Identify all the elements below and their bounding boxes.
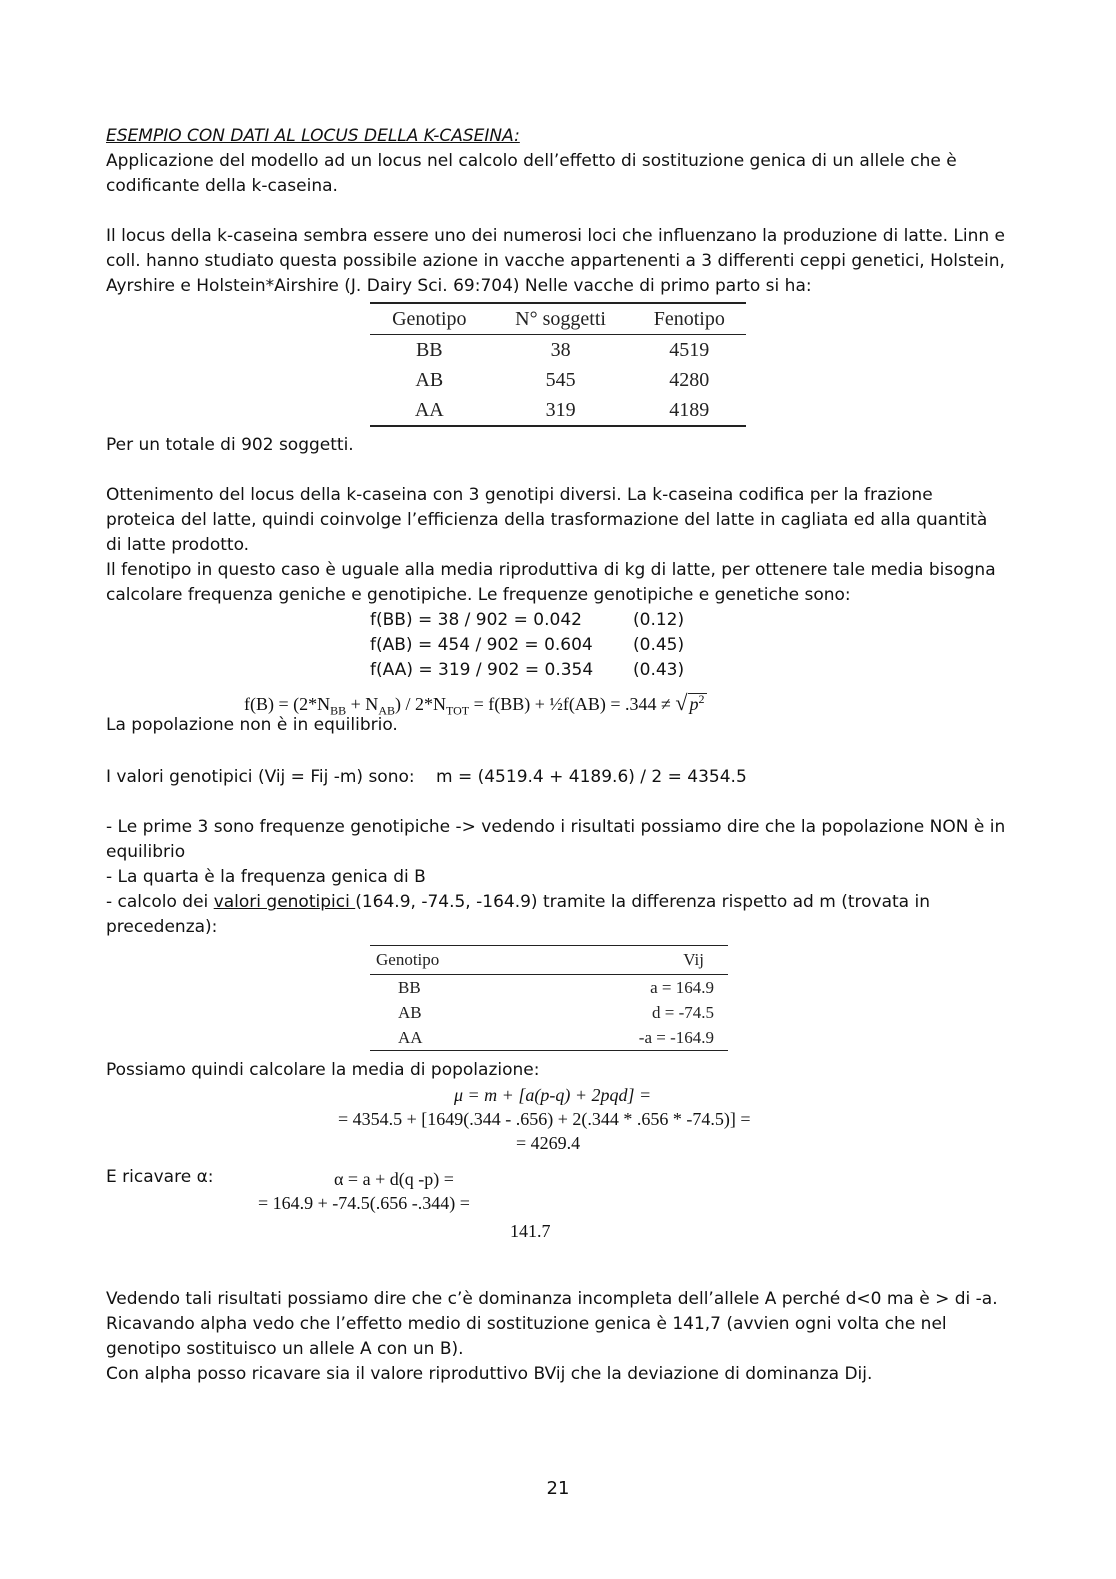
table-row bbox=[370, 365, 746, 395]
table1-header-genotipo: Genotipo bbox=[370, 303, 489, 335]
frequency-value: (0.43) bbox=[633, 660, 685, 680]
table-cell: AB bbox=[415, 368, 444, 391]
phenotype-paragraph: Il fenotipo in questo caso è uguale alla media riproduttiva di kg di latte, per ottenere tale media bisogna calcolare frequenza geniche e genotipiche. Le frequenze genotipiche e genetiche sono: bbox=[106, 560, 996, 605]
table-cell: AA bbox=[398, 1027, 423, 1047]
document-page bbox=[106, 124, 1006, 1387]
table-row bbox=[370, 1000, 728, 1025]
alpha-label: E ricavare α: bbox=[106, 1167, 214, 1187]
media-label: Possiamo quindi calcolare la media di popolazione: bbox=[106, 1060, 540, 1080]
table-row bbox=[370, 395, 746, 426]
table2-header-vij: Vij bbox=[527, 946, 728, 975]
list-item bbox=[106, 608, 1006, 633]
table-cell: 4189 bbox=[669, 398, 710, 421]
table2-header-genotipo: Genotipo bbox=[370, 946, 527, 975]
section-heading: ESEMPIO CON DATI AL LOCUS DELLA K-CASEINA: bbox=[106, 126, 520, 146]
sqrt-icon: √ bbox=[675, 690, 688, 715]
table-cell: 38 bbox=[550, 338, 571, 361]
conclusion-breeding-value: Con alpha posso ricavare sia il valore riproduttivo BVij che la deviazione di dominanza Dij. bbox=[106, 1364, 873, 1384]
mu-formula-1: μ = m + [a(p-q) + 2pqd] = bbox=[454, 1085, 652, 1105]
formula-sub: BB bbox=[330, 703, 347, 718]
formula-part: ) / 2*N bbox=[394, 694, 446, 714]
table-row bbox=[370, 975, 728, 1001]
vij-label: I valori genotipici (Vij = Fij -m) sono: bbox=[106, 767, 415, 787]
bullet-text: - calcolo dei bbox=[106, 892, 214, 912]
bullet-genotypic-frequencies: - Le prime 3 sono frequenze genotipiche -> vedendo i risultati possiamo dire che la popolazione NON è in equilibrio bbox=[106, 817, 1006, 862]
equilibrium-line: La popolazione non è in equilibrio. bbox=[106, 715, 398, 735]
table-cell: 319 bbox=[545, 398, 576, 421]
table-cell: -a = -164.9 bbox=[638, 1027, 714, 1047]
table-cell: AA bbox=[414, 398, 444, 421]
table-cell: AB bbox=[398, 1002, 422, 1022]
mu-formula-2: = 4354.5 + [1649(.344 - .656) + 2(.344 * .656 * -74.5)] = bbox=[338, 1109, 751, 1129]
bullet-text: (164.9, -74.5, -164.9) tramite la differenza rispetto ad m (trovata in precedenza): bbox=[106, 892, 930, 937]
table-cell: BB bbox=[398, 977, 421, 997]
frequency-list bbox=[106, 608, 1006, 683]
alpha-formula-3: 141.7 bbox=[510, 1221, 551, 1241]
frequency-formula: f(AA) = 319 / 902 = 0.354 bbox=[370, 660, 594, 680]
frequency-value: (0.45) bbox=[633, 635, 685, 655]
bullet-gene-frequency: - La quarta è la frequenza genica di B bbox=[106, 867, 426, 887]
formula-sup: 2 bbox=[698, 692, 705, 706]
table-cell: 4280 bbox=[669, 368, 710, 391]
list-item bbox=[106, 633, 1006, 658]
formula-part: = f(BB) + ½f(AB) = .344 ≠ bbox=[469, 694, 676, 714]
alpha-formula-1: α = a + d(q -p) = bbox=[334, 1169, 454, 1189]
frequency-formula: f(AB) = 454 / 902 = 0.604 bbox=[370, 635, 593, 655]
genotype-table bbox=[370, 302, 746, 427]
underlined-text: valori genotipici bbox=[213, 892, 356, 912]
frequency-value: (0.12) bbox=[633, 610, 685, 630]
sqrt-content bbox=[688, 693, 707, 714]
table-cell: 4519 bbox=[669, 338, 710, 361]
list-item bbox=[106, 658, 1006, 683]
total-line: Per un totale di 902 soggetti. bbox=[106, 435, 354, 455]
vij-table bbox=[370, 945, 728, 1051]
formula-sub: AB bbox=[378, 703, 395, 718]
conclusion-dominance: Vedendo tali risultati possiamo dire che c’è dominanza incompleta dell’allele A perché d<0 ma è > di -a. bbox=[106, 1289, 998, 1309]
alpha-block bbox=[106, 1165, 1006, 1245]
table-row bbox=[370, 1025, 728, 1051]
fb-formula bbox=[244, 687, 1006, 718]
kcasein-paragraph: Ottenimento del locus della k-caseina con 3 genotipi diversi. La k-caseina codifica per la frazione proteica del latte, quindi coinvolge l’efficienza della trasformazione del latte in cagliata ed alla quantità di latte prodotto. bbox=[106, 485, 988, 555]
table1-header-soggetti: N° soggetti bbox=[489, 303, 633, 335]
alpha-formula-2: = 164.9 + -74.5(.656 -.344) = bbox=[258, 1193, 470, 1213]
formula-part: + N bbox=[346, 694, 379, 714]
table-cell: 545 bbox=[545, 368, 576, 391]
frequency-formula: f(BB) = 38 / 902 = 0.042 bbox=[370, 610, 582, 630]
formula-part: p bbox=[689, 694, 699, 714]
table-row bbox=[370, 335, 746, 366]
table-cell: BB bbox=[415, 338, 443, 361]
locus-paragraph: Il locus della k-caseina sembra essere uno dei numerosi loci che influenzano la produzione di latte. Linn e coll. hanno studiato questa possibile azione in vacche appartenenti a 3 differenti ceppi genetici, Holstein, Ayrshire e Holstein*Airshire (J. Dairy Sci. 69:704) Nelle vacche di primo parto si ha: bbox=[106, 226, 1006, 296]
table1-header-fenotipo: Fenotipo bbox=[633, 303, 746, 335]
intro-paragraph: Applicazione del modello ad un locus nel calcolo dell’effetto di sostituzione genica di un allele che è codificante della k-caseina. bbox=[106, 151, 957, 196]
vij-line bbox=[106, 765, 1006, 790]
m-formula: m = (4519.4 + 4189.6) / 2 = 4354.5 bbox=[436, 767, 747, 787]
conclusion-alpha: Ricavando alpha vedo che l’effetto medio di sostituzione genica è 141,7 (avvien ogni volta che nel genotipo sostituisco un allele A con un B). bbox=[106, 1314, 947, 1359]
page-number: 21 bbox=[546, 1478, 570, 1499]
table-cell: d = -74.5 bbox=[652, 1002, 714, 1022]
formula-part: f(B) = (2*N bbox=[244, 694, 331, 714]
mu-formula-3: = 4269.4 bbox=[516, 1133, 581, 1153]
bullet-genotypic-values bbox=[106, 890, 1006, 940]
table-cell: a = 164.9 bbox=[650, 977, 714, 997]
formula-sub: TOT bbox=[445, 703, 470, 718]
